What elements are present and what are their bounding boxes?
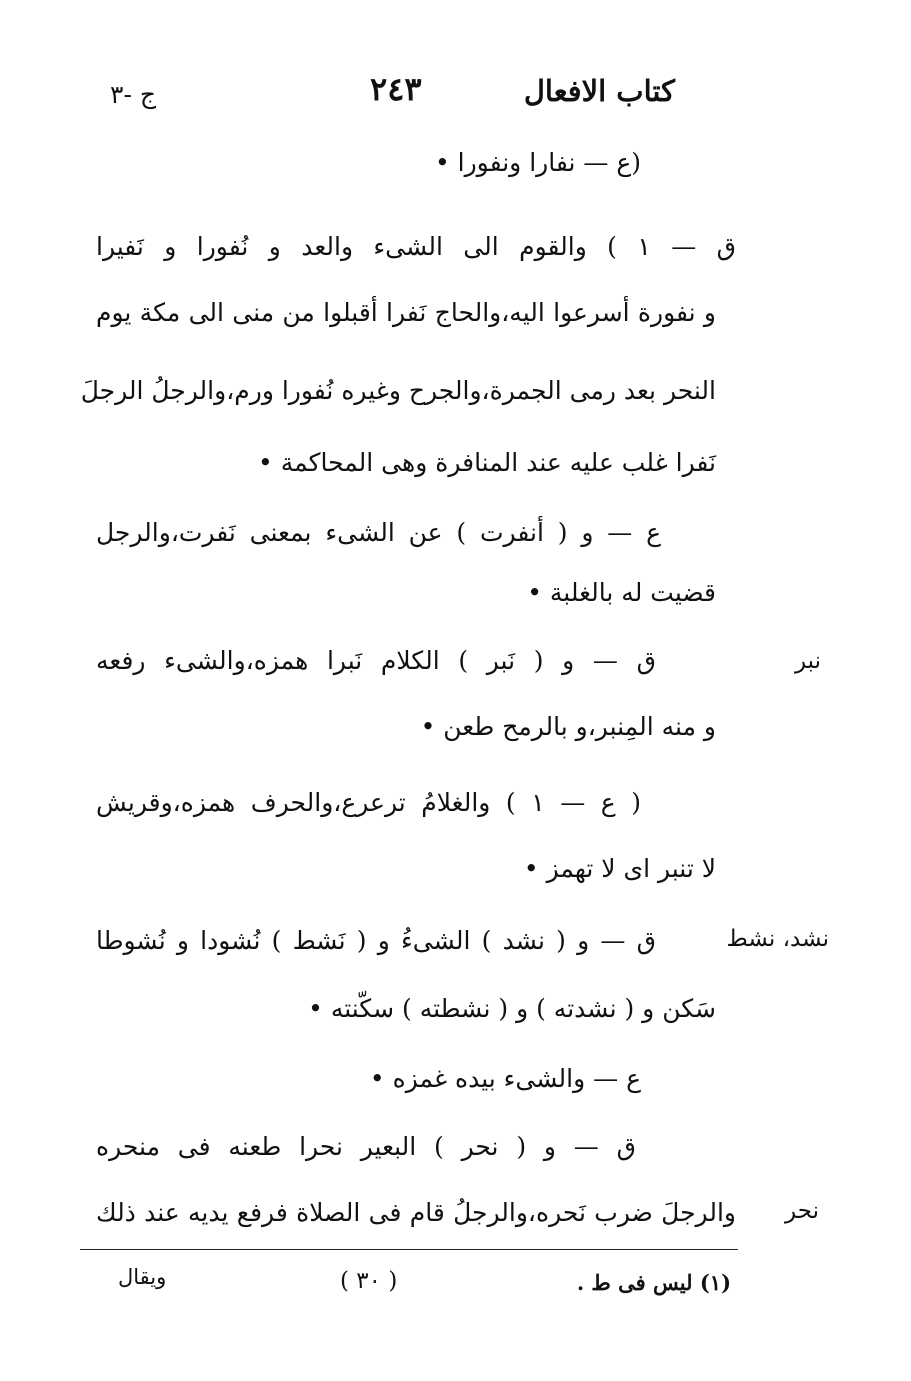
text-line: نَفرا غلب عليه عند المنافرة وهى المحاكمة • bbox=[258, 448, 716, 477]
text-line: ق — و ( نشد ) الشىءُ و ( نَشط ) نُشودا و نُشوطا bbox=[96, 926, 656, 955]
margin-word-nabr: نبر bbox=[794, 648, 821, 674]
page-number: ٢٤٣ bbox=[370, 70, 422, 108]
margin-word-nahr: نحر bbox=[785, 1198, 819, 1224]
signature-mark: ( ٣٠ ) bbox=[340, 1268, 398, 1294]
catchword: ويقال bbox=[118, 1265, 167, 1289]
footnote-rule bbox=[80, 1249, 738, 1250]
text-line: (ع — نفارا ونفورا • bbox=[434, 148, 641, 177]
margin-word-nashad: نشد، نشط bbox=[726, 926, 829, 952]
text-line: سَكن و ( نشدته ) و ( نشطته ) سكّنته • bbox=[308, 994, 716, 1023]
text-line: ق — و ( نحر ) البعير نحرا طعنه فى منحره bbox=[96, 1132, 636, 1161]
text-line: لا تنبر اى لا تهمز • bbox=[523, 854, 716, 883]
text-line: ( ع — ١ ) والغلامُ ترعرع،والحرف همزه،وقريش bbox=[96, 788, 641, 817]
text-line: ق — ١ ) والقوم الى الشىء والعد و نُفورا و نَفيرا bbox=[96, 232, 736, 261]
text-line: والرجلَ ضرب نَحره،والرجلُ قام فى الصلاة فرفع يديه عند ذلك bbox=[96, 1198, 736, 1227]
text-line: ع — و ( أنفرت ) عن الشىء بمعنى نَفرت،والرجل bbox=[96, 518, 661, 547]
text-line: ع — والشىء بيده غمزه • bbox=[369, 1064, 641, 1093]
volume-label: ج -٣ bbox=[110, 80, 156, 109]
text-line: ق — و ( نَبر ) الكلام نَبرا همزه،والشىء رفعه bbox=[96, 646, 656, 675]
text-line: قضيت له بالغلبة • bbox=[527, 578, 716, 607]
text-line: النحر بعد رمى الجمرة،والجرح وغيره نُفورا ورم،والرجلُ الرجلَ bbox=[80, 376, 716, 405]
running-title: كتاب الافعال bbox=[523, 74, 675, 108]
text-line: و منه المِنبر،و بالرمح طعن • bbox=[420, 712, 716, 741]
footnote: (١) ليس فى ط . bbox=[576, 1270, 731, 1295]
text-line: و نفورة أسرعوا اليه،والحاج نَفرا أقبلوا من منى الى مكة يوم bbox=[96, 298, 716, 327]
